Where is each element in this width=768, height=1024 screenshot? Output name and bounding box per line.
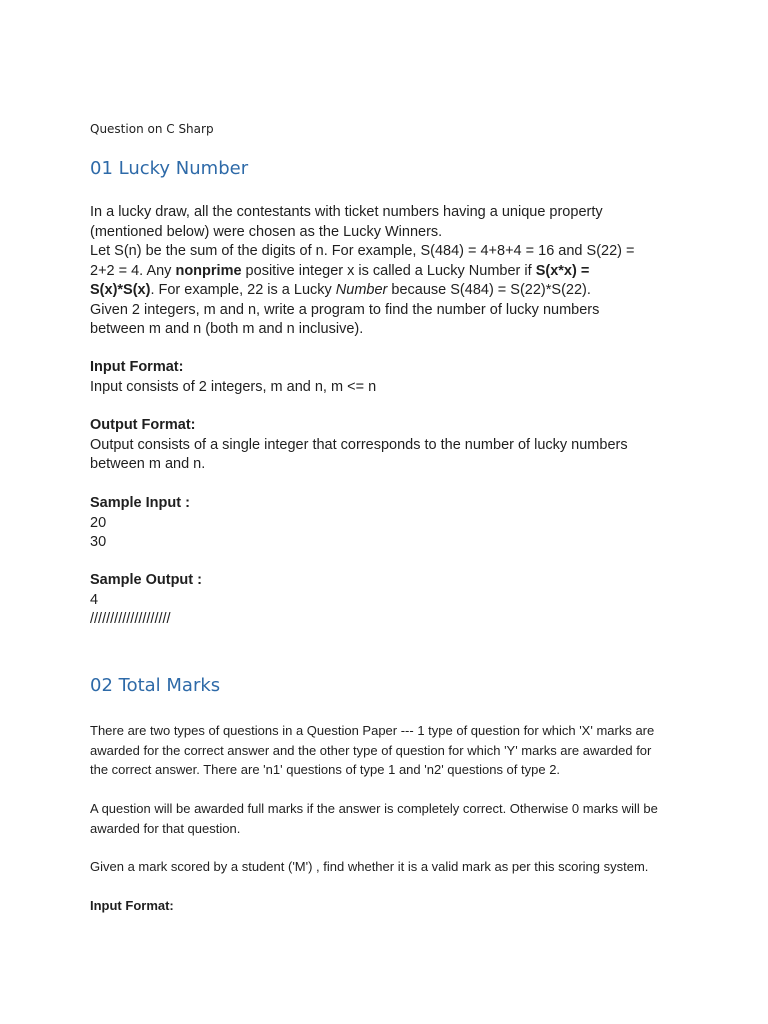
q1-input-format: [90, 358, 690, 397]
italic-term: Number: [335, 282, 388, 298]
q2-p2-line-1: A question will be awarded full marks if the answer is completely correct. Otherwise 0 marks will be: [90, 801, 658, 816]
sample-input-value-1: 20: [90, 514, 107, 531]
text-fragment: positive integer x is called a Lucky Number if: [241, 262, 536, 279]
question-1-description: [90, 203, 690, 340]
input-format-label: Input Format:: [90, 359, 184, 375]
sample-input-label: Sample Input :: [90, 495, 190, 511]
separator-line: ////////////////////: [90, 611, 171, 627]
q2-p1-line-2: awarded for the correct answer and the other type of question for which 'Y' marks are awarded for: [90, 742, 652, 758]
q1-definition-line-2: [90, 262, 690, 282]
q2-p2-line-2: awarded for that question.: [90, 820, 241, 836]
q1-sample-output: [90, 571, 690, 630]
q1-output-format: [90, 416, 690, 475]
output-format-text-2: between m and n.: [90, 456, 206, 472]
q2-paragraph-3: [90, 857, 690, 877]
q2-paragraph-1: [90, 721, 690, 780]
q2-paragraph-2: [90, 799, 690, 838]
sample-output-value: 4: [90, 591, 99, 608]
text-fragment: because S(484) = S(22)*S(22).: [387, 282, 591, 298]
text-fragment: . For example, 22 is a Lucky: [150, 282, 336, 298]
text-fragment: 2+2 = 4. Any: [90, 262, 176, 279]
sample-output-label: Sample Output :: [90, 572, 202, 588]
q1-sample-input: [90, 494, 690, 553]
q1-intro-line-1: In a lucky draw, all the contestants with ticket numbers having a unique property: [90, 204, 603, 220]
bold-formula: S(x)*S(x): [90, 282, 151, 298]
q1-intro-line-2: (mentioned below) were chosen as the Lucky Winners.: [90, 223, 443, 240]
question-1-title: 01 Lucky Number: [90, 158, 249, 179]
q2-input-format: [90, 896, 690, 916]
q2-p1-line-1: There are two types of questions in a Question Paper --- 1 type of question for which 'X' marks are: [90, 723, 655, 738]
input-format-text: Input consists of 2 integers, m and n, m <= n: [90, 378, 377, 395]
q1-task-line-2: between m and n (both m and n inclusive).: [90, 321, 364, 337]
q1-definition-line-1: Let S(n) be the sum of the digits of n. For example, S(484) = 4+8+4 = 16 and S(22) =: [90, 243, 635, 259]
sample-input-value-2: 30: [90, 534, 107, 550]
question-2-title: 02 Total Marks: [90, 675, 221, 696]
output-format-text-1: Output consists of a single integer that corresponds to the number of lucky numbers: [90, 436, 628, 453]
bold-formula: S(x*x) =: [535, 262, 590, 279]
bold-term: nonprime: [175, 262, 242, 279]
q1-task-line-1: Given 2 integers, m and n, write a program to find the number of lucky numbers: [90, 301, 600, 318]
document-label: Question on C Sharp: [90, 122, 214, 136]
q2-p1-line-3: the correct answer. There are 'n1' questions of type 1 and 'n2' questions of type 2.: [90, 762, 561, 777]
output-format-label: Output Format:: [90, 417, 196, 433]
q2-input-format-label: Input Format:: [90, 898, 174, 913]
q2-p3-line-1: Given a mark scored by a student ('M') , find whether it is a valid mark as per this scoring system.: [90, 859, 649, 874]
q1-definition-line-3: [90, 281, 690, 301]
